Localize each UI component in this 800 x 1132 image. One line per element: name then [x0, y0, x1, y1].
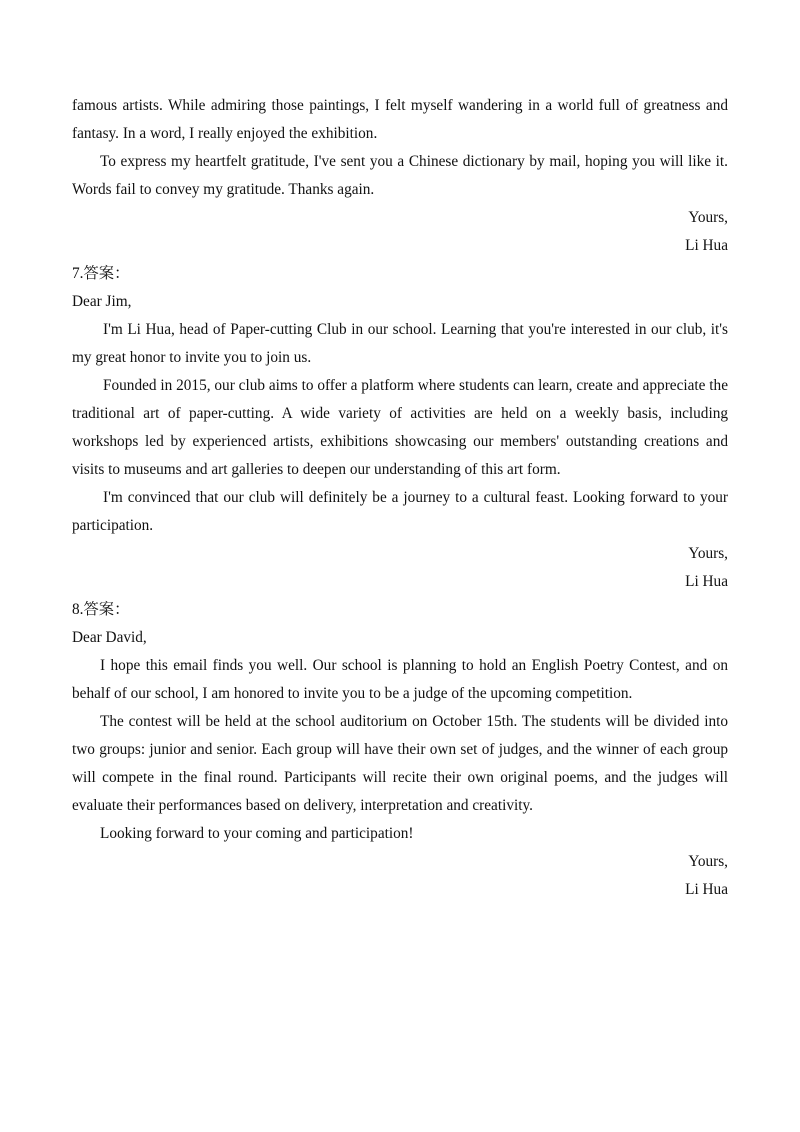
- closing: Yours,: [688, 209, 728, 226]
- answer-7: [72, 260, 728, 596]
- greeting: Dear David,: [72, 629, 147, 646]
- answer-8: [72, 596, 728, 904]
- document-page: [72, 92, 728, 904]
- paragraph: To express my heartfelt gratitude, I've sent you a Chinese dictionary by mail, hoping you will like it. Words fail to convey my gratitude. Thanks again.: [72, 153, 728, 198]
- closing: Yours,: [688, 853, 728, 870]
- greeting: Dear Jim,: [72, 293, 132, 310]
- paragraph: I'm convinced that our club will definitely be a journey to a cultural feast. Looking forward to your participation.: [72, 489, 728, 534]
- signature: Li Hua: [685, 237, 728, 254]
- answer-label: 7.答案：: [72, 265, 130, 282]
- answer-6-continuation: [72, 92, 728, 260]
- answer-label: 8.答案：: [72, 601, 130, 618]
- paragraph: I hope this email finds you well. Our school is planning to hold an English Poetry Contest, and on behalf of our school, I am honored to invite you to be a judge of the upcoming competition.: [72, 657, 728, 702]
- paragraph: Founded in 2015, our club aims to offer a platform where students can learn, create and appreciate the traditional art of paper-cutting. A wide variety of activities are held on a weekly basis, including workshops led by experienced artists, exhibitions showcasing our members' outstanding creations and visits to museums and art galleries to deepen our understanding of this art form.: [72, 377, 728, 478]
- closing: Yours,: [688, 545, 728, 562]
- paragraph: I'm Li Hua, head of Paper-cutting Club in our school. Learning that you're interested in our club, it's my great honor to invite you to join us.: [72, 321, 728, 366]
- paragraph: famous artists. While admiring those paintings, I felt myself wandering in a world full of greatness and fantasy. In a word, I really enjoyed the exhibition.: [72, 97, 728, 142]
- paragraph: Looking forward to your coming and participation!: [100, 825, 414, 842]
- signature: Li Hua: [685, 881, 728, 898]
- signature: Li Hua: [685, 573, 728, 590]
- paragraph: The contest will be held at the school auditorium on October 15th. The students will be divided into two groups: junior and senior. Each group will have their own set of judges, and the winner of each group will compete in the final round. Participants will recite their own original poems, and the judges will evaluate their performances based on delivery, interpretation and creativity.: [72, 713, 728, 814]
